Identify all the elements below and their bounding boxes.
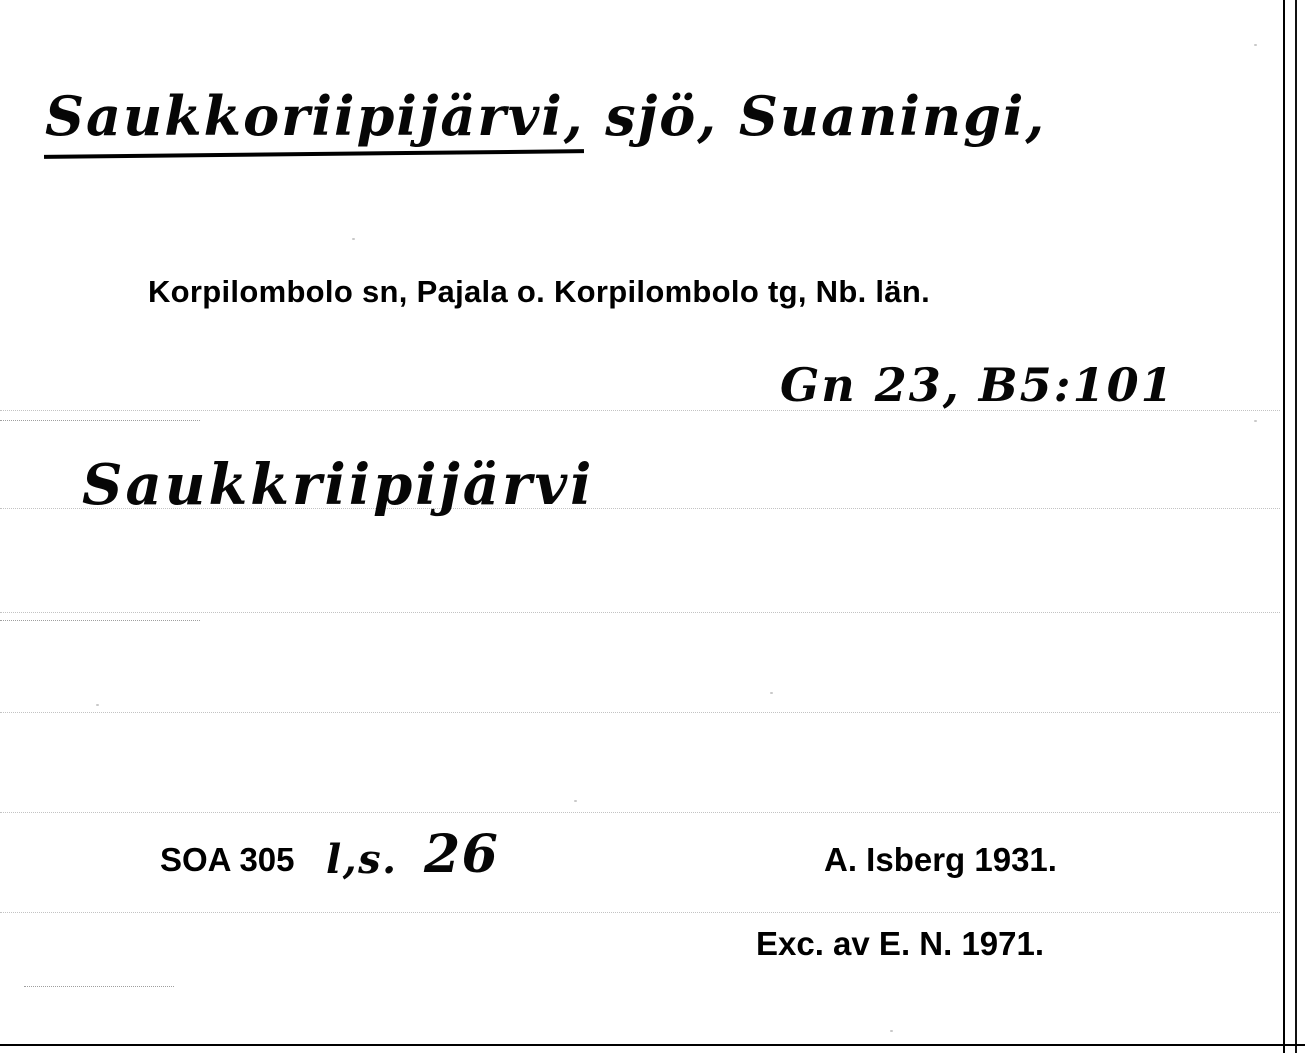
scan-speck	[352, 238, 355, 240]
card-edge-bottom	[0, 1044, 1305, 1046]
reference-handwritten: Gn 23, B5:101	[780, 358, 1175, 412]
scan-speck	[1254, 420, 1257, 422]
card-edge-right-inner	[1295, 0, 1297, 1053]
headline-underline	[44, 149, 584, 159]
card-rule-line	[0, 812, 1280, 814]
sheet-number-handwritten: 26	[424, 824, 500, 885]
card-rule-line	[0, 612, 1280, 614]
card-rule-line	[0, 712, 1280, 714]
card-edge-right	[1283, 0, 1285, 1053]
card-rule-line	[0, 620, 200, 622]
card-rule-line	[0, 912, 1280, 914]
scan-speck	[96, 704, 99, 706]
card-rule-line	[0, 420, 200, 422]
scan-speck	[574, 800, 577, 802]
parish-line: Korpilombolo sn, Pajala o. Korpilombolo tg, Nb. län.	[148, 274, 931, 309]
scan-speck	[890, 1030, 893, 1032]
scan-speck	[1254, 44, 1257, 46]
place-name-handwritten: Saukkriipijärvi	[82, 452, 595, 518]
author-line: A. Isberg 1931.	[824, 841, 1057, 878]
sheet-abbrev-handwritten: l,s.	[326, 836, 398, 883]
headline-handwritten: Saukkoriipijärvi, sjö, Suaningi,	[45, 84, 1047, 148]
archive-code: SOA 305	[160, 841, 295, 878]
excerpt-line: Exc. av E. N. 1971.	[756, 925, 1045, 962]
scan-speck	[770, 692, 773, 694]
card-rule-line	[24, 986, 174, 988]
